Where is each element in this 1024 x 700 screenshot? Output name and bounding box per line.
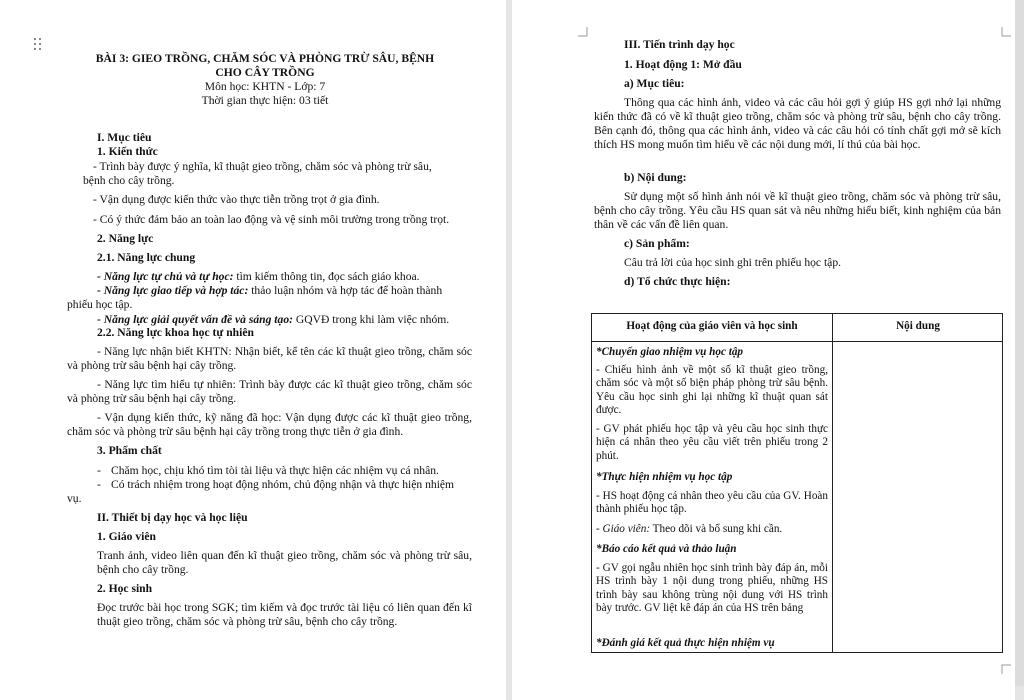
content-text: Sử dụng một số hình ảnh nói về kĩ thuật gieo trồng, chăm sóc và phòng trừ sâu, bệnh cho cây trồng. Yêu cầu HS quan sát và nêu những hiểu biết, kinh nghiệm của bản thân về các vấn đề liên quan. bbox=[594, 190, 1001, 231]
drag-handle-icon[interactable] bbox=[34, 38, 42, 52]
heading-knowledge: 1. Kiến thức bbox=[97, 145, 158, 158]
step-report-item-1: - GV gọi ngẫu nhiên học sinh trình bày đáp án, mỗi HS trình bày 1 nội dung trong phiếu, những HS trình bày sau không trùng nội dung với HS trình bày trước. GV liệt kê đáp án của HS trên bảng bbox=[596, 562, 828, 615]
knowledge-item-1-cont: bệnh cho cây trồng. bbox=[83, 174, 175, 187]
section-heading-equipment: II. Thiết bị dạy học và học liệu bbox=[97, 511, 248, 524]
teacher-materials: Tranh ảnh, video liên quan đến kĩ thuật gieo trồng, chăm sóc và phòng trừ sâu, bệnh cho cây trồng. bbox=[97, 549, 472, 576]
objective-text: Thông qua các hình ảnh, video và các câu hỏi gợi ý giúp HS gợi nhớ lại những kiến thức đã có về kĩ thuật gieo trồng, chăm sóc và phòng trừ sâu, bệnh cho cây trồng. Bên cạnh đó, thông qua các hình ảnh, video và các câu hỏi có tính chất gợi mở sẽ kích thích HS mong muốn tìm hiểu về các nội dung mới, lí thú của bài học. bbox=[594, 96, 1001, 151]
margin-corner-mark-top-right bbox=[1001, 27, 1011, 37]
science-competence-item-1: - Năng lực nhận biết KHTN: Nhận biết, kể tên các kĩ thuật gieo trồng, chăm sóc và phòng trừ sâu bệnh hại cây trồng. bbox=[67, 345, 472, 372]
quality-item-2: Có trách nhiệm trong hoạt động nhóm, chủ động nhận và thực hiện nhiệm bbox=[111, 478, 455, 491]
margin-corner-mark-bottom-right bbox=[1001, 664, 1011, 674]
step-perform-task-title: *Thực hiện nhiệm vụ học tập bbox=[596, 471, 733, 483]
competence-item-1: - Năng lực tự chủ và tự học: tìm kiếm thông tin, đọc sách giáo khoa. bbox=[97, 270, 420, 283]
heading-product: c) Sản phẩm: bbox=[624, 237, 690, 250]
quality-item-1: Chăm học, chịu khó tìm tòi tài liệu và thực hiện các nhiệm vụ cá nhân. bbox=[111, 464, 439, 477]
science-competence-item-3: - Vận dụng kiến thức, kỹ năng đã học: Vận dụng được các kĩ thuật gieo trồng, chăm sóc và phòng trừ sâu bệnh hại cây trồng trong thực tiễn ở gia đình. bbox=[67, 411, 472, 438]
section-heading-objectives: I. Mục tiêu bbox=[97, 131, 152, 144]
section-heading-process: III. Tiến trình dạy học bbox=[624, 38, 735, 51]
heading-student: 2. Học sinh bbox=[97, 582, 153, 595]
step-transfer-task-item-1: - Chiếu hình ảnh về một số kĩ thuật gieo trồng, chăm sóc và một số biện pháp phòng trừ sâu bệnh. Yêu cầu học sinh ghi lại những kĩ thuật quan sát được. bbox=[596, 364, 828, 417]
step-transfer-task-item-2: - GV phát phiếu học tập và yêu cầu học sinh thực hiện cá nhân theo yêu cầu viết trên phiếu trong 2 phút. bbox=[596, 423, 828, 462]
table-header-activities: Hoạt động của giáo viên và học sinh bbox=[626, 320, 798, 332]
lesson-title-line1: BÀI 3: GIEO TRỒNG, CHĂM SÓC VÀ PHÒNG TRỪ SÂU, BỆNH bbox=[95, 52, 435, 65]
knowledge-item-3: - Có ý thức đảm bảo an toàn lao động và vệ sinh môi trường trong trồng trọt. bbox=[93, 213, 450, 226]
activity-table bbox=[591, 313, 1003, 653]
step-perform-task-item-1: - HS hoạt động cá nhân theo yêu cầu của GV. Hoàn thành phiếu học tập. bbox=[596, 490, 828, 516]
heading-competence: 2. Năng lực bbox=[97, 232, 154, 245]
heading-organization: d) Tổ chức thực hiện: bbox=[624, 275, 731, 288]
heading-qualities: 3. Phẩm chất bbox=[97, 444, 162, 457]
duration-line: Thời gian thực hiện: 03 tiết bbox=[201, 94, 329, 107]
heading-objective: a) Mục tiêu: bbox=[624, 77, 685, 90]
lesson-title-line2: CHO CÂY TRỒNG bbox=[215, 66, 315, 79]
knowledge-item-1: - Trình bày được ý nghĩa, kĩ thuật gieo trồng, chăm sóc và phòng trừ sâu, bbox=[93, 160, 432, 173]
table-column-divider bbox=[832, 314, 833, 652]
knowledge-item-2: - Vận dụng được kiến thức vào thực tiễn trồng trọt ở gia đình. bbox=[93, 193, 380, 206]
science-competence-item-2: - Năng lực tìm hiểu tự nhiên: Trình bày được các kĩ thuật gieo trồng, chăm sóc và phòng trừ sâu bệnh hại cây trồng. bbox=[67, 378, 472, 405]
heading-activity-1: 1. Hoạt động 1: Mở đầu bbox=[624, 58, 742, 71]
student-materials: Đọc trước bài học trong SGK; tìm kiếm và đọc trước tài liệu có liên quan đến kĩ thuật gieo trồng, chăm sóc và phòng trừ sâu, bệnh cho cây trồng. bbox=[97, 601, 472, 628]
competence-item-2: - Năng lực giao tiếp và hợp tác: thảo luận nhóm và hợp tác để hoàn thành bbox=[97, 284, 443, 297]
table-header-content: Nội dung bbox=[896, 320, 940, 332]
competence-item-2-cont: phiếu học tập. bbox=[67, 298, 133, 311]
table-header-divider bbox=[592, 341, 1002, 342]
quality-bullet-2: - bbox=[97, 478, 113, 491]
heading-general-competence: 2.1. Năng lực chung bbox=[97, 251, 196, 264]
step-perform-task-item-2: - Giáo viên: Theo dõi và bổ sung khi cần. bbox=[596, 523, 783, 535]
window-scroll-edge[interactable] bbox=[1015, 0, 1024, 686]
heading-teacher: 1. Giáo viên bbox=[97, 530, 156, 543]
step-report-title: *Báo cáo kết quả và thảo luận bbox=[596, 543, 737, 555]
competence-item-3: - Năng lực giải quyết vấn đề và sáng tạo: GQVĐ trong khi làm việc nhóm. bbox=[97, 313, 450, 326]
margin-corner-mark-top-left bbox=[578, 27, 588, 37]
quality-bullet-1: - bbox=[97, 464, 113, 477]
step-evaluate-title: *Đánh giá kết quả thực hiện nhiệm vụ bbox=[596, 637, 775, 649]
step-transfer-task-title: *Chuyển giao nhiệm vụ học tập bbox=[596, 346, 744, 358]
document-page-right bbox=[512, 0, 1015, 700]
subject-line: Môn học: KHTN - Lớp: 7 bbox=[204, 80, 326, 93]
product-text: Câu trả lời của học sinh ghi trên phiếu học tập. bbox=[624, 256, 842, 269]
heading-science-competence: 2.2. Năng lực khoa học tự nhiên bbox=[97, 326, 254, 339]
document-page-left bbox=[0, 0, 506, 700]
quality-item-2-cont: vụ. bbox=[67, 492, 82, 505]
heading-content: b) Nội dung: bbox=[624, 171, 687, 184]
